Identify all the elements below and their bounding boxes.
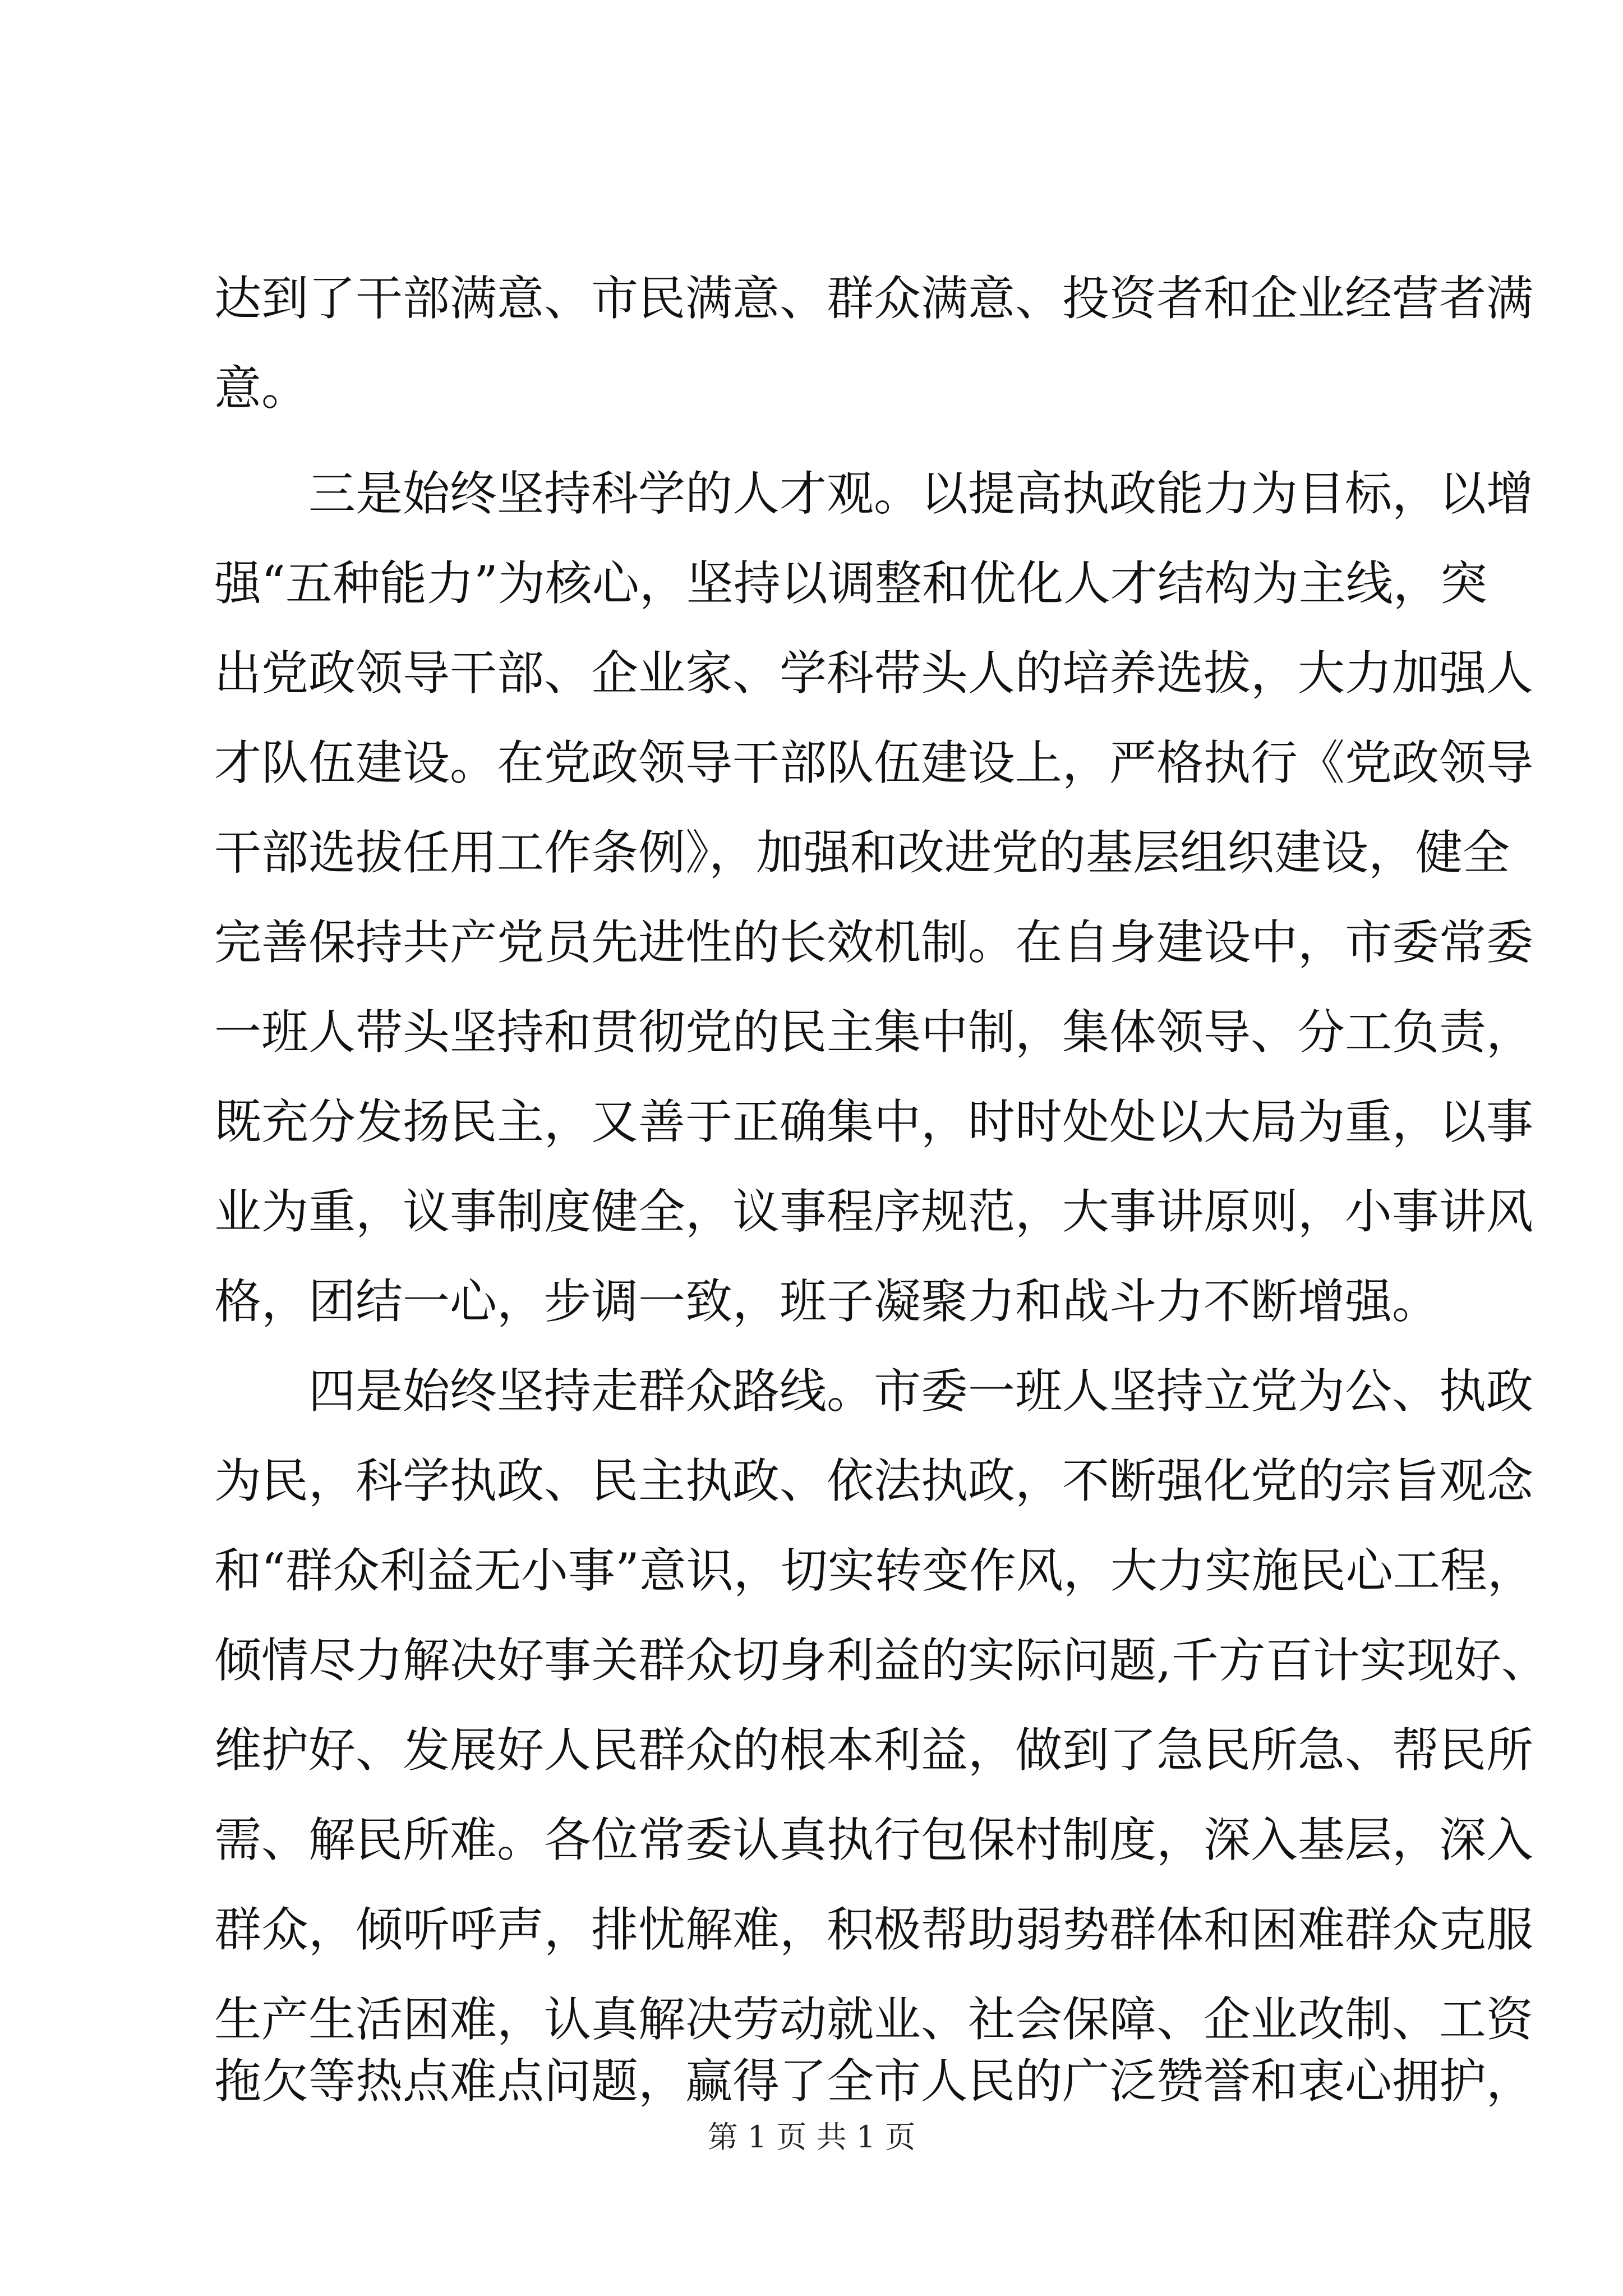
text-line: 既充分发扬民主，又善于正确集中，时时处处以大局为重，以事	[214, 1094, 1534, 1149]
text-line: 和“群众利益无小事”意识，切实转变作风，大力实施民心工程，	[214, 1543, 1534, 1598]
page-footer: 第 1 页 共 1 页	[707, 2119, 916, 2155]
text-line: 为民，科学执政、民主执政、依法执政，不断强化党的宗旨观念	[214, 1453, 1534, 1508]
paragraph-start-line: 四是始终坚持走群众路线。市委一班人坚持立党为公、执政	[308, 1364, 1534, 1419]
text-line: 出党政领导干部、企业家、学科带头人的培养选拔，大力加强人	[214, 646, 1534, 701]
text-line: 群众，倾听呼声，排忧解难，积极帮助弱势群体和困难群众克服	[214, 1902, 1534, 1957]
text-line: 完善保持共产党员先进性的长效机制。在自身建设中，市委常委	[214, 915, 1534, 970]
text-line: 拖欠等热点难点问题，赢得了全市人民的广泛赞誉和衷心拥护，	[214, 2054, 1534, 2109]
text-line: 达到了干部满意、市民满意、群众满意、投资者和企业经营者满	[214, 271, 1534, 326]
text-line: 一班人带头坚持和贯彻党的民主集中制，集体领导、分工负责，	[214, 1005, 1534, 1060]
text-line: 格，团结一心，步调一致，班子凝聚力和战斗力不断增强。	[214, 1274, 1440, 1329]
paragraph-start-line: 三是始终坚持科学的人才观。以提高执政能力为目标，以增	[308, 466, 1534, 521]
text-line: 强“五种能力”为核心，坚持以调整和优化人才结构为主线，突	[214, 556, 1487, 611]
text-line: 维护好、发展好人民群众的根本利益，做到了急民所急、帮民所	[214, 1723, 1534, 1778]
text-line: 需、解民所难。各位常委认真执行包保村制度，深入基层，深入	[214, 1812, 1534, 1867]
text-line: 生产生活困难，认真解决劳动就业、社会保障、企业改制、工资	[214, 1992, 1534, 2047]
text-line: 才队伍建设。在党政领导干部队伍建设上，严格执行《党政领导	[214, 735, 1534, 790]
text-line: 干部选拔任用工作条例》，加强和改进党的基层组织建设，健全	[214, 825, 1510, 880]
text-line: 倾情尽力解决好事关群众切身利益的实际问题,千方百计实现好、	[214, 1633, 1548, 1688]
text-line: 业为重，议事制度健全，议事程序规范，大事讲原则，小事讲风	[214, 1184, 1534, 1239]
text-line: 意。	[214, 361, 309, 416]
